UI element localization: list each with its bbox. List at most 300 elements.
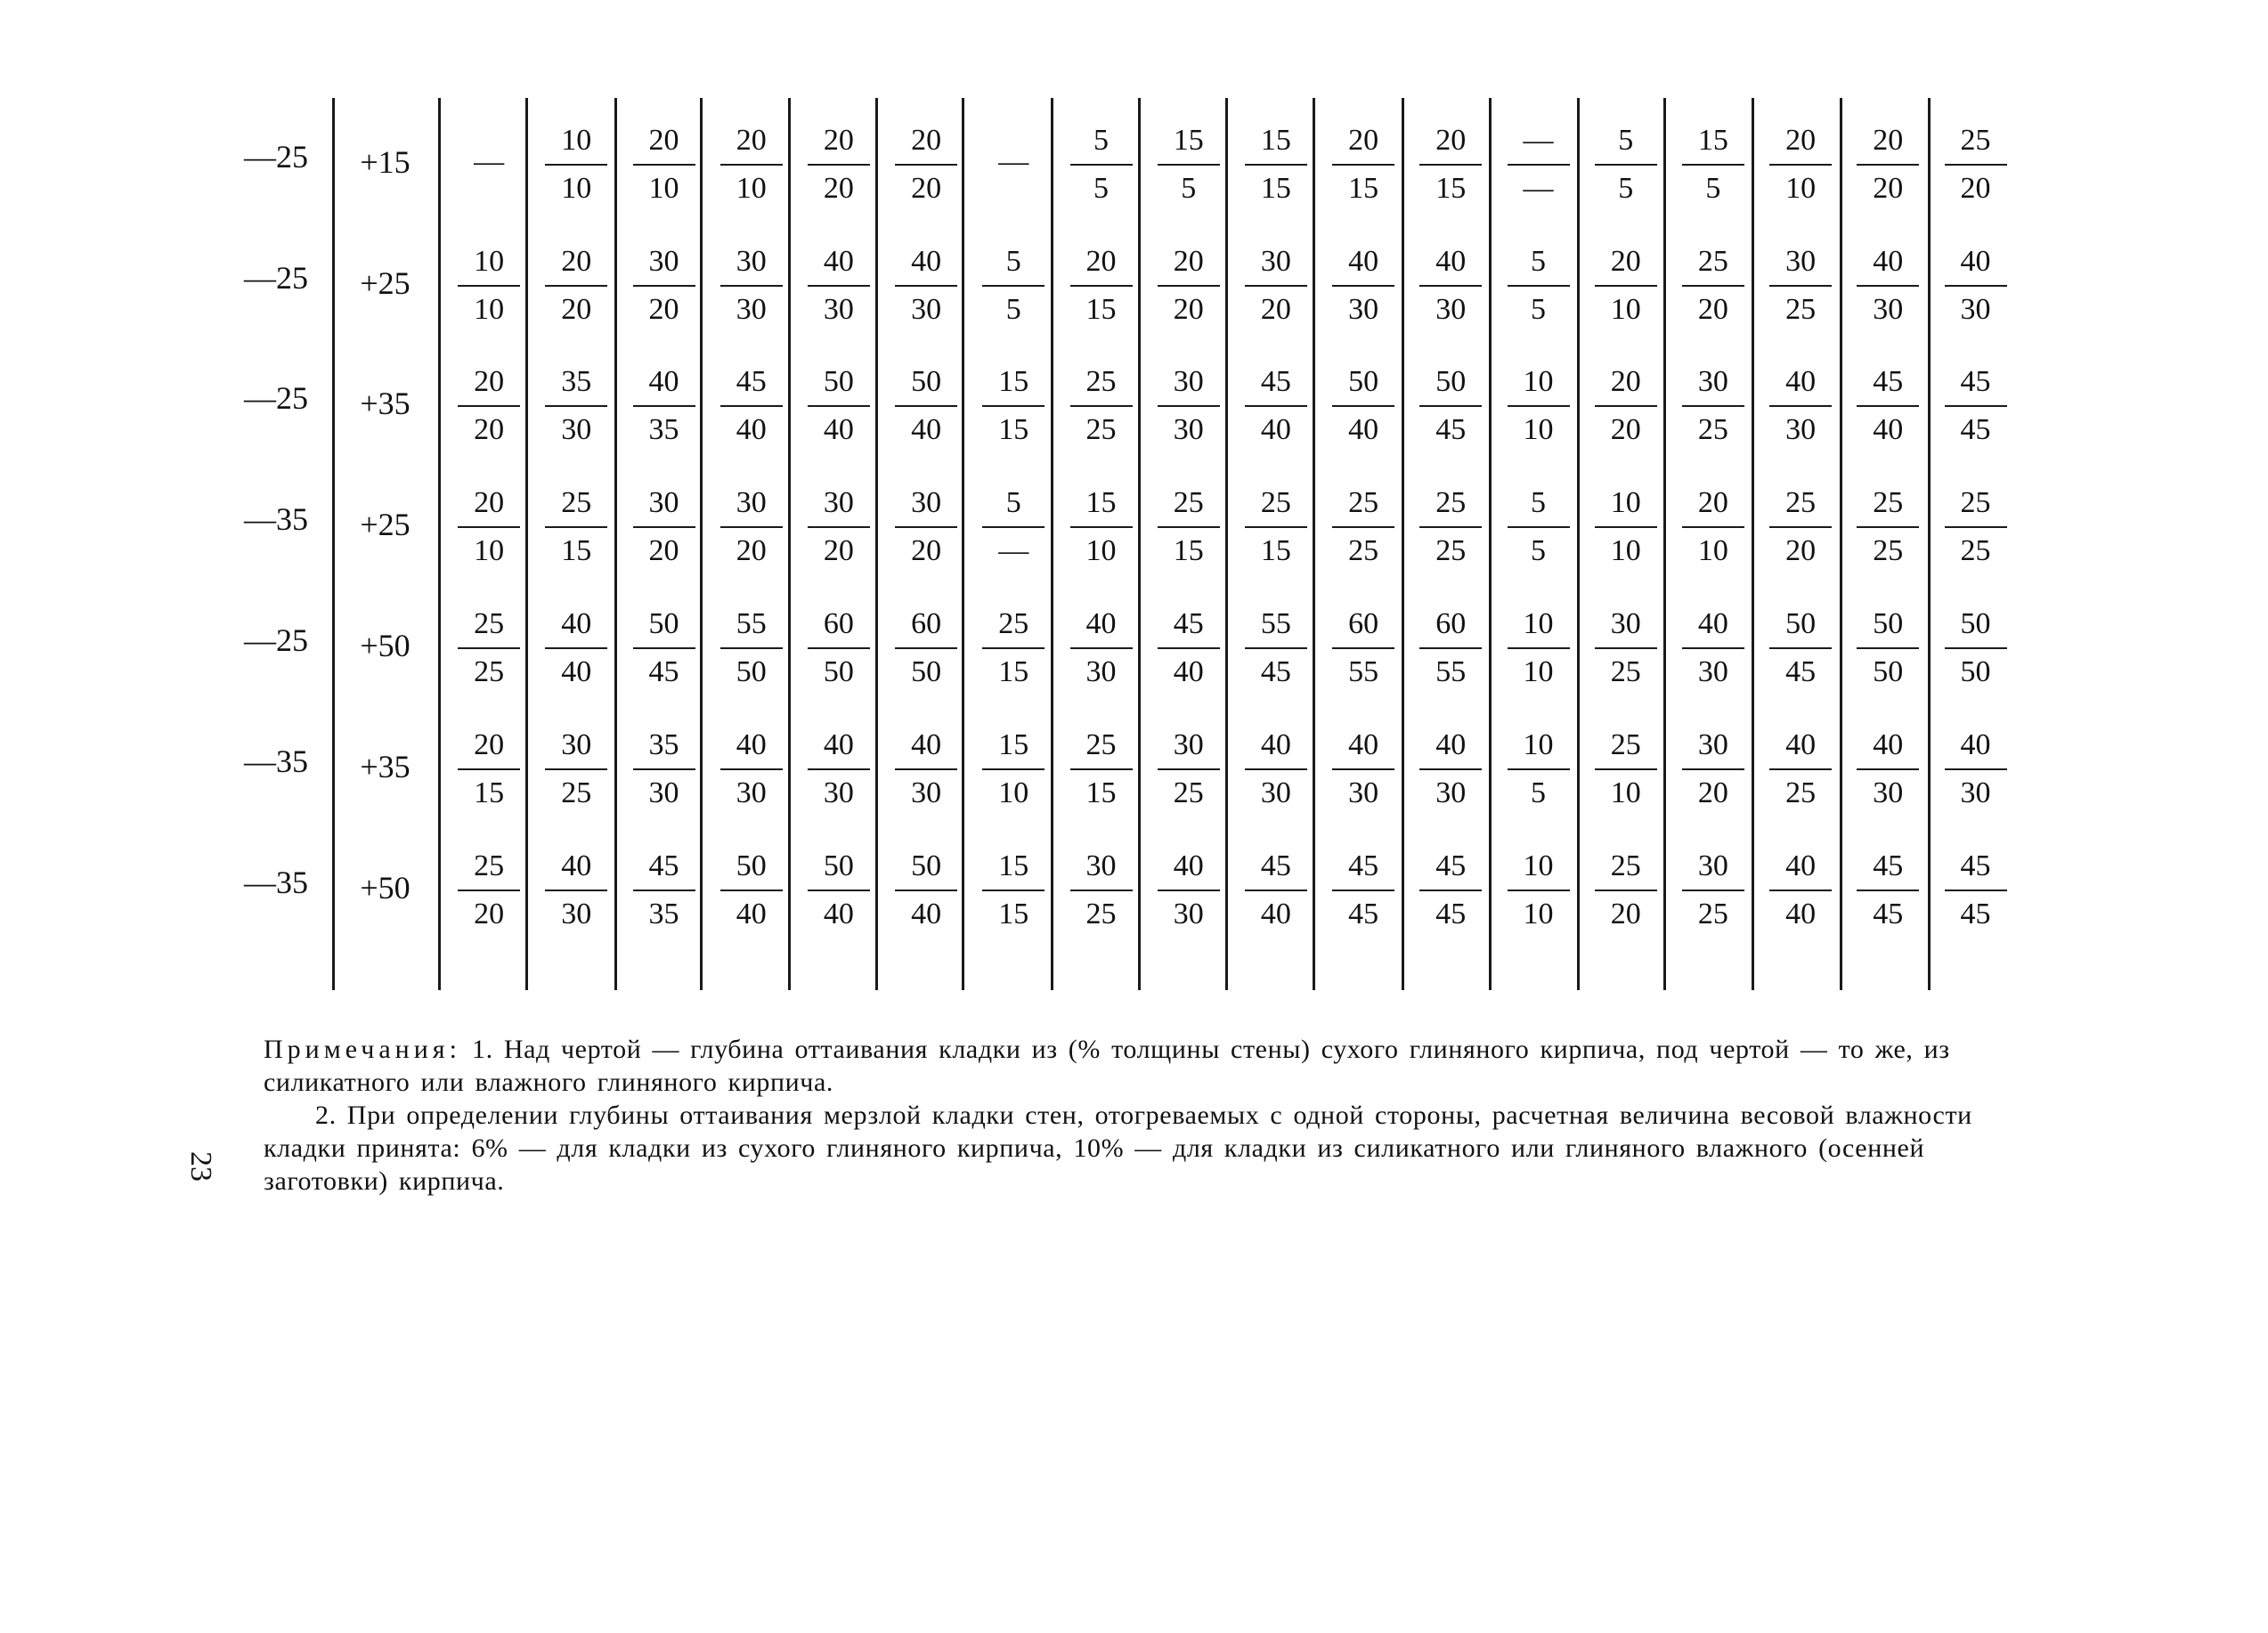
fraction-bar <box>1070 285 1133 287</box>
cell-upper-value: 60 <box>911 607 942 640</box>
cell-lower-value: 20 <box>1960 172 1991 205</box>
cell-lower-value: 45 <box>1785 655 1817 688</box>
fraction-bar <box>1595 285 1657 287</box>
cell-upper-value: 20 <box>474 365 505 398</box>
cell-upper-value: 40 <box>823 245 854 278</box>
cell-lower-value: 50 <box>1873 655 1904 688</box>
cell-upper-value: 30 <box>1173 365 1204 398</box>
cell-upper-value: 10 <box>1523 365 1554 398</box>
cell-lower-value: 15 <box>998 898 1029 930</box>
cell-upper-value: 5 <box>1618 124 1634 157</box>
inside-temperature: +50 <box>360 870 411 906</box>
outside-temperature: —25 <box>244 380 308 416</box>
fraction-bar <box>1595 164 1657 166</box>
cell-lower-value: 20 <box>823 172 854 205</box>
cell-upper-value: 45 <box>1260 365 1291 398</box>
cell-upper-value: 40 <box>1785 849 1817 882</box>
cell-upper-value: 20 <box>1697 486 1728 519</box>
fraction-bar <box>982 405 1045 407</box>
cell-upper-value: 25 <box>1960 486 1991 519</box>
fraction-bar <box>1070 768 1133 770</box>
cell-upper-value: 40 <box>1873 245 1904 278</box>
cell-lower-value: 30 <box>1435 293 1467 326</box>
cell-upper-value: 20 <box>1348 124 1379 157</box>
cell-upper-value: — <box>998 145 1029 178</box>
cell-upper-value: 25 <box>561 486 592 519</box>
fraction-bar <box>1595 890 1657 891</box>
cell-upper-value: 45 <box>648 849 679 882</box>
fraction-bar <box>1419 526 1482 528</box>
outside-temperature: —25 <box>244 139 308 175</box>
fraction-bar <box>545 405 607 407</box>
fraction-bar <box>1769 285 1832 287</box>
cell-upper-value: 25 <box>1173 486 1204 519</box>
cell-upper-value: — <box>1523 124 1554 157</box>
cell-upper-value: 25 <box>1960 124 1991 157</box>
fraction-bar <box>545 647 607 649</box>
cell-lower-value: 35 <box>648 413 679 446</box>
cell-lower-value: 30 <box>1348 776 1379 809</box>
outside-temperature: —35 <box>244 865 308 900</box>
fraction-bar <box>895 647 957 649</box>
fraction-bar <box>545 285 607 287</box>
column-rule <box>438 98 441 990</box>
outside-temperature: —35 <box>244 501 308 537</box>
fraction-bar <box>1419 164 1482 166</box>
fraction-bar <box>1595 405 1657 407</box>
cell-lower-value: 25 <box>1610 655 1641 688</box>
cell-lower-value: 20 <box>1610 413 1641 446</box>
column-rule <box>332 98 335 990</box>
cell-upper-value: 50 <box>736 849 767 882</box>
cell-upper-value: 45 <box>1960 849 1991 882</box>
cell-upper-value: 25 <box>1435 486 1467 519</box>
cell-upper-value: 50 <box>1960 607 1991 640</box>
cell-upper-value: 60 <box>1435 607 1467 640</box>
cell-upper-value: 40 <box>823 728 854 761</box>
cell-lower-value: 20 <box>1785 534 1817 567</box>
fraction-bar <box>720 164 783 166</box>
cell-upper-value: 30 <box>1697 849 1728 882</box>
cell-upper-value: 50 <box>1348 365 1379 398</box>
fraction-bar <box>1419 647 1482 649</box>
cell-upper-value: 15 <box>1173 124 1204 157</box>
cell-lower-value: 30 <box>911 776 942 809</box>
cell-upper-value: 20 <box>1873 124 1904 157</box>
fraction-bar <box>633 285 695 287</box>
cell-lower-value: 20 <box>911 172 942 205</box>
fraction-bar <box>1419 890 1482 891</box>
cell-lower-value: 10 <box>998 776 1029 809</box>
cell-upper-value: 15 <box>1085 486 1117 519</box>
note-1-text: 1. Над чертой — глубина оттаивания кладки из (% толщины стены) сухого глиняного кирпича, под чертой — то же, из силикатного или влажного глиняного кирпича. <box>264 1035 1950 1097</box>
cell-lower-value: 25 <box>1873 534 1904 567</box>
fraction-bar <box>633 647 695 649</box>
fraction-bar <box>1158 405 1220 407</box>
fraction-bar <box>1332 647 1394 649</box>
fraction-bar <box>1769 647 1832 649</box>
fraction-bar <box>1857 890 1919 891</box>
fraction-bar <box>1419 768 1482 770</box>
fraction-bar <box>1508 285 1570 287</box>
cell-lower-value: 5 <box>1181 172 1197 205</box>
cell-lower-value: 5 <box>1005 293 1021 326</box>
cell-lower-value: — <box>998 534 1029 567</box>
cell-lower-value: 25 <box>1348 534 1379 567</box>
cell-upper-value: 30 <box>736 245 767 278</box>
cell-lower-value: 5 <box>1531 534 1546 567</box>
fraction-bar <box>1682 285 1744 287</box>
cell-upper-value: 35 <box>561 365 592 398</box>
fraction-bar <box>1332 890 1394 891</box>
fraction-bar <box>895 164 957 166</box>
cell-upper-value: 15 <box>1697 124 1728 157</box>
fraction-bar <box>1158 890 1220 891</box>
fraction-bar <box>1945 164 2007 166</box>
cell-upper-value: 30 <box>561 728 592 761</box>
fraction-bar <box>633 526 695 528</box>
cell-upper-value: 25 <box>1610 728 1641 761</box>
cell-upper-value: 20 <box>823 124 854 157</box>
cell-lower-value: 10 <box>1785 172 1817 205</box>
fraction-bar <box>895 890 957 891</box>
cell-lower-value: 20 <box>823 534 854 567</box>
cell-upper-value: 20 <box>474 486 505 519</box>
cell-upper-value: 20 <box>1435 124 1467 157</box>
fraction-bar <box>1245 164 1307 166</box>
cell-upper-value: 25 <box>474 607 505 640</box>
fraction-bar <box>1682 526 1744 528</box>
cell-lower-value: — <box>1523 172 1554 205</box>
fraction-bar <box>720 647 783 649</box>
fraction-bar <box>720 526 783 528</box>
fraction-bar <box>982 647 1045 649</box>
cell-upper-value: 20 <box>474 728 505 761</box>
fraction-bar <box>1070 647 1133 649</box>
cell-lower-value: 10 <box>1610 534 1641 567</box>
cell-lower-value: 10 <box>1610 293 1641 326</box>
cell-lower-value: 10 <box>736 172 767 205</box>
fraction-bar <box>633 890 695 891</box>
inside-temperature: +50 <box>360 628 411 663</box>
cell-upper-value: 25 <box>1697 245 1728 278</box>
fraction-bar <box>1508 647 1570 649</box>
cell-upper-value: 50 <box>1785 607 1817 640</box>
cell-upper-value: 40 <box>1348 728 1379 761</box>
cell-upper-value: 15 <box>998 365 1029 398</box>
cell-lower-value: 25 <box>1785 293 1817 326</box>
fraction-bar <box>982 768 1045 770</box>
cell-lower-value: 15 <box>1260 534 1291 567</box>
fraction-bar <box>1595 647 1657 649</box>
cell-upper-value: 50 <box>911 365 942 398</box>
cell-upper-value: 20 <box>561 245 592 278</box>
cell-lower-value: 50 <box>736 655 767 688</box>
cell-lower-value: 50 <box>823 655 854 688</box>
cell-lower-value: 30 <box>1960 776 1991 809</box>
cell-upper-value: 30 <box>911 486 942 519</box>
fraction-bar <box>1245 526 1307 528</box>
cell-lower-value: 40 <box>823 898 854 930</box>
cell-upper-value: 35 <box>648 728 679 761</box>
fraction-bar <box>458 285 520 287</box>
cell-upper-value: 25 <box>1785 486 1817 519</box>
cell-upper-value: 45 <box>1435 849 1467 882</box>
cell-lower-value: 20 <box>648 293 679 326</box>
fraction-bar <box>633 405 695 407</box>
cell-upper-value: 20 <box>1085 245 1117 278</box>
cell-lower-value: 40 <box>911 898 942 930</box>
cell-upper-value: 55 <box>736 607 767 640</box>
note-1 <box>264 1033 2018 1099</box>
fraction-bar <box>1245 647 1307 649</box>
cell-upper-value: 30 <box>1085 849 1117 882</box>
inside-temperature: +15 <box>360 144 411 180</box>
cell-lower-value: 20 <box>1697 776 1728 809</box>
cell-lower-value: 5 <box>1093 172 1109 205</box>
cell-upper-value: 40 <box>1173 849 1204 882</box>
outside-temperature: —25 <box>244 622 308 658</box>
cell-upper-value: 45 <box>1348 849 1379 882</box>
inside-temperature: +35 <box>360 749 411 784</box>
fraction-bar <box>458 768 520 770</box>
cell-upper-value: 30 <box>1260 245 1291 278</box>
cell-lower-value: 20 <box>561 293 592 326</box>
cell-upper-value: 30 <box>736 486 767 519</box>
cell-upper-value: 60 <box>1348 607 1379 640</box>
fraction-bar <box>808 285 870 287</box>
fraction-bar <box>1769 768 1832 770</box>
fraction-bar <box>458 405 520 407</box>
cell-lower-value: 30 <box>1348 293 1379 326</box>
cell-lower-value: 40 <box>911 413 942 446</box>
cell-lower-value: 15 <box>1085 776 1117 809</box>
cell-lower-value: 30 <box>1085 655 1117 688</box>
fraction-bar <box>1070 164 1133 166</box>
cell-upper-value: — <box>474 145 505 178</box>
cell-lower-value: 15 <box>998 655 1029 688</box>
cell-lower-value: 45 <box>648 655 679 688</box>
fraction-bar <box>1857 285 1919 287</box>
cell-lower-value: 45 <box>1960 898 1991 930</box>
cell-lower-value: 30 <box>1873 776 1904 809</box>
note-2: 2. При определении глубины оттаивания мерзлой кладки стен, отогреваемых с одной стороны, расчетная величина весовой влажности кладки принята: 6% — для кладки из сухого глиняного кирпича, 10% — для кладки из силикатного или глиняного влажного (осенней заготовки) кирпича. <box>264 1101 1972 1196</box>
fraction-bar <box>458 526 520 528</box>
cell-upper-value: 40 <box>561 849 592 882</box>
cell-lower-value: 10 <box>1610 776 1641 809</box>
cell-lower-value: 20 <box>736 534 767 567</box>
fraction-bar <box>1682 647 1744 649</box>
cell-upper-value: 5 <box>1093 124 1109 157</box>
cell-upper-value: 30 <box>823 486 854 519</box>
fraction-bar <box>1857 526 1919 528</box>
cell-upper-value: 20 <box>1173 245 1204 278</box>
cell-lower-value: 30 <box>1785 413 1817 446</box>
fraction-bar <box>808 405 870 407</box>
cell-upper-value: 30 <box>1173 728 1204 761</box>
cell-upper-value: 55 <box>1260 607 1291 640</box>
fraction-bar <box>1682 890 1744 891</box>
cell-upper-value: 10 <box>1610 486 1641 519</box>
cell-lower-value: 10 <box>474 534 505 567</box>
cell-lower-value: 15 <box>1085 293 1117 326</box>
cell-lower-value: 30 <box>736 293 767 326</box>
cell-lower-value: 30 <box>823 776 854 809</box>
cell-lower-value: 10 <box>648 172 679 205</box>
cell-upper-value: 25 <box>1260 486 1291 519</box>
fraction-bar <box>1245 405 1307 407</box>
fraction-bar <box>1682 768 1744 770</box>
cell-upper-value: 30 <box>1697 365 1728 398</box>
cell-lower-value: 40 <box>1348 413 1379 446</box>
cell-upper-value: 45 <box>1873 849 1904 882</box>
cell-upper-value: 5 <box>1531 245 1546 278</box>
fraction-bar <box>1070 526 1133 528</box>
cell-upper-value: 45 <box>736 365 767 398</box>
fraction-bar <box>1945 647 2007 649</box>
cell-lower-value: 30 <box>1960 293 1991 326</box>
fraction-bar <box>458 647 520 649</box>
cell-lower-value: 30 <box>1435 776 1467 809</box>
cell-lower-value: 40 <box>736 898 767 930</box>
outside-temperature: —25 <box>244 260 308 296</box>
fraction-bar <box>808 890 870 891</box>
fraction-bar <box>1769 405 1832 407</box>
cell-upper-value: 40 <box>1435 245 1467 278</box>
fraction-bar <box>458 890 520 891</box>
cell-lower-value: 50 <box>1960 655 1991 688</box>
inside-temperature: +25 <box>360 507 411 542</box>
fraction-bar <box>982 526 1045 528</box>
cell-lower-value: 15 <box>1348 172 1379 205</box>
cell-upper-value: 25 <box>1085 365 1117 398</box>
fraction-bar <box>1508 526 1570 528</box>
outside-temperature: —35 <box>244 743 308 779</box>
fraction-bar <box>720 285 783 287</box>
cell-lower-value: 55 <box>1435 655 1467 688</box>
fraction-bar <box>1332 164 1394 166</box>
cell-lower-value: 20 <box>1260 293 1291 326</box>
fraction-bar <box>1857 768 1919 770</box>
fraction-bar <box>1508 890 1570 891</box>
fraction-bar <box>1419 405 1482 407</box>
cell-lower-value: 30 <box>736 776 767 809</box>
cell-upper-value: 20 <box>1610 365 1641 398</box>
fraction-bar <box>1158 526 1220 528</box>
cell-lower-value: 5 <box>1531 293 1546 326</box>
cell-upper-value: 25 <box>998 607 1029 640</box>
cell-lower-value: 40 <box>561 655 592 688</box>
cell-upper-value: 10 <box>1523 607 1554 640</box>
fraction-bar <box>1158 647 1220 649</box>
cell-lower-value: 20 <box>1873 172 1904 205</box>
cell-lower-value: 25 <box>561 776 592 809</box>
fraction-bar <box>1769 890 1832 891</box>
cell-lower-value: 20 <box>911 534 942 567</box>
cell-lower-value: 20 <box>474 898 505 930</box>
cell-lower-value: 40 <box>1173 655 1204 688</box>
cell-lower-value: 55 <box>1348 655 1379 688</box>
inside-temperature: +35 <box>360 386 411 421</box>
cell-upper-value: 40 <box>1785 728 1817 761</box>
fraction-bar <box>1595 526 1657 528</box>
fraction-bar <box>1070 890 1133 891</box>
cell-lower-value: 30 <box>1260 776 1291 809</box>
cell-upper-value: 40 <box>1960 728 1991 761</box>
cell-lower-value: 10 <box>1523 413 1554 446</box>
cell-lower-value: 45 <box>1260 655 1291 688</box>
page-number: 23 <box>184 1151 217 1182</box>
cell-upper-value: 40 <box>1697 607 1728 640</box>
cell-lower-value: 50 <box>911 655 942 688</box>
cell-lower-value: 10 <box>1697 534 1728 567</box>
cell-lower-value: 40 <box>1260 413 1291 446</box>
fraction-bar <box>1857 405 1919 407</box>
fraction-bar <box>1158 285 1220 287</box>
cell-lower-value: 25 <box>1697 898 1728 930</box>
cell-lower-value: 25 <box>1960 534 1991 567</box>
fraction-bar <box>1245 768 1307 770</box>
cell-lower-value: 30 <box>1173 413 1204 446</box>
cell-lower-value: 20 <box>1610 898 1641 930</box>
cell-upper-value: 40 <box>561 607 592 640</box>
cell-lower-value: 30 <box>1173 898 1204 930</box>
cell-lower-value: 45 <box>1348 898 1379 930</box>
fraction-bar <box>895 285 957 287</box>
cell-upper-value: 40 <box>736 728 767 761</box>
cell-upper-value: 25 <box>1873 486 1904 519</box>
cell-lower-value: 20 <box>1697 293 1728 326</box>
fraction-bar <box>982 285 1045 287</box>
cell-upper-value: 15 <box>998 728 1029 761</box>
cell-lower-value: 10 <box>1085 534 1117 567</box>
cell-upper-value: 20 <box>1610 245 1641 278</box>
cell-lower-value: 5 <box>1618 172 1634 205</box>
cell-lower-value: 25 <box>1785 776 1817 809</box>
fraction-bar <box>1332 526 1394 528</box>
cell-upper-value: 30 <box>1785 245 1817 278</box>
fraction-bar <box>1945 526 2007 528</box>
cell-upper-value: 50 <box>1873 607 1904 640</box>
cell-upper-value: 40 <box>1960 245 1991 278</box>
cell-lower-value: 10 <box>1523 898 1554 930</box>
cell-lower-value: 20 <box>474 413 505 446</box>
table-notes <box>264 1033 2018 1198</box>
fraction-bar <box>1682 164 1744 166</box>
cell-lower-value: 25 <box>1435 534 1467 567</box>
cell-lower-value: 30 <box>1873 293 1904 326</box>
cell-lower-value: 25 <box>1173 776 1204 809</box>
fraction-bar <box>720 890 783 891</box>
cell-lower-value: 15 <box>1260 172 1291 205</box>
cell-lower-value: 30 <box>561 413 592 446</box>
fraction-bar <box>545 164 607 166</box>
fraction-bar <box>1595 768 1657 770</box>
cell-upper-value: 30 <box>1697 728 1728 761</box>
fraction-bar <box>1158 164 1220 166</box>
cell-upper-value: 40 <box>1348 245 1379 278</box>
cell-upper-value: 25 <box>1610 849 1641 882</box>
cell-upper-value: 25 <box>1085 728 1117 761</box>
cell-lower-value: 30 <box>561 898 592 930</box>
fraction-bar <box>545 890 607 891</box>
cell-upper-value: 20 <box>648 124 679 157</box>
cell-lower-value: 15 <box>474 776 505 809</box>
fraction-bar <box>808 164 870 166</box>
fraction-bar <box>1945 890 2007 891</box>
cell-lower-value: 15 <box>998 413 1029 446</box>
cell-upper-value: 10 <box>474 245 505 278</box>
